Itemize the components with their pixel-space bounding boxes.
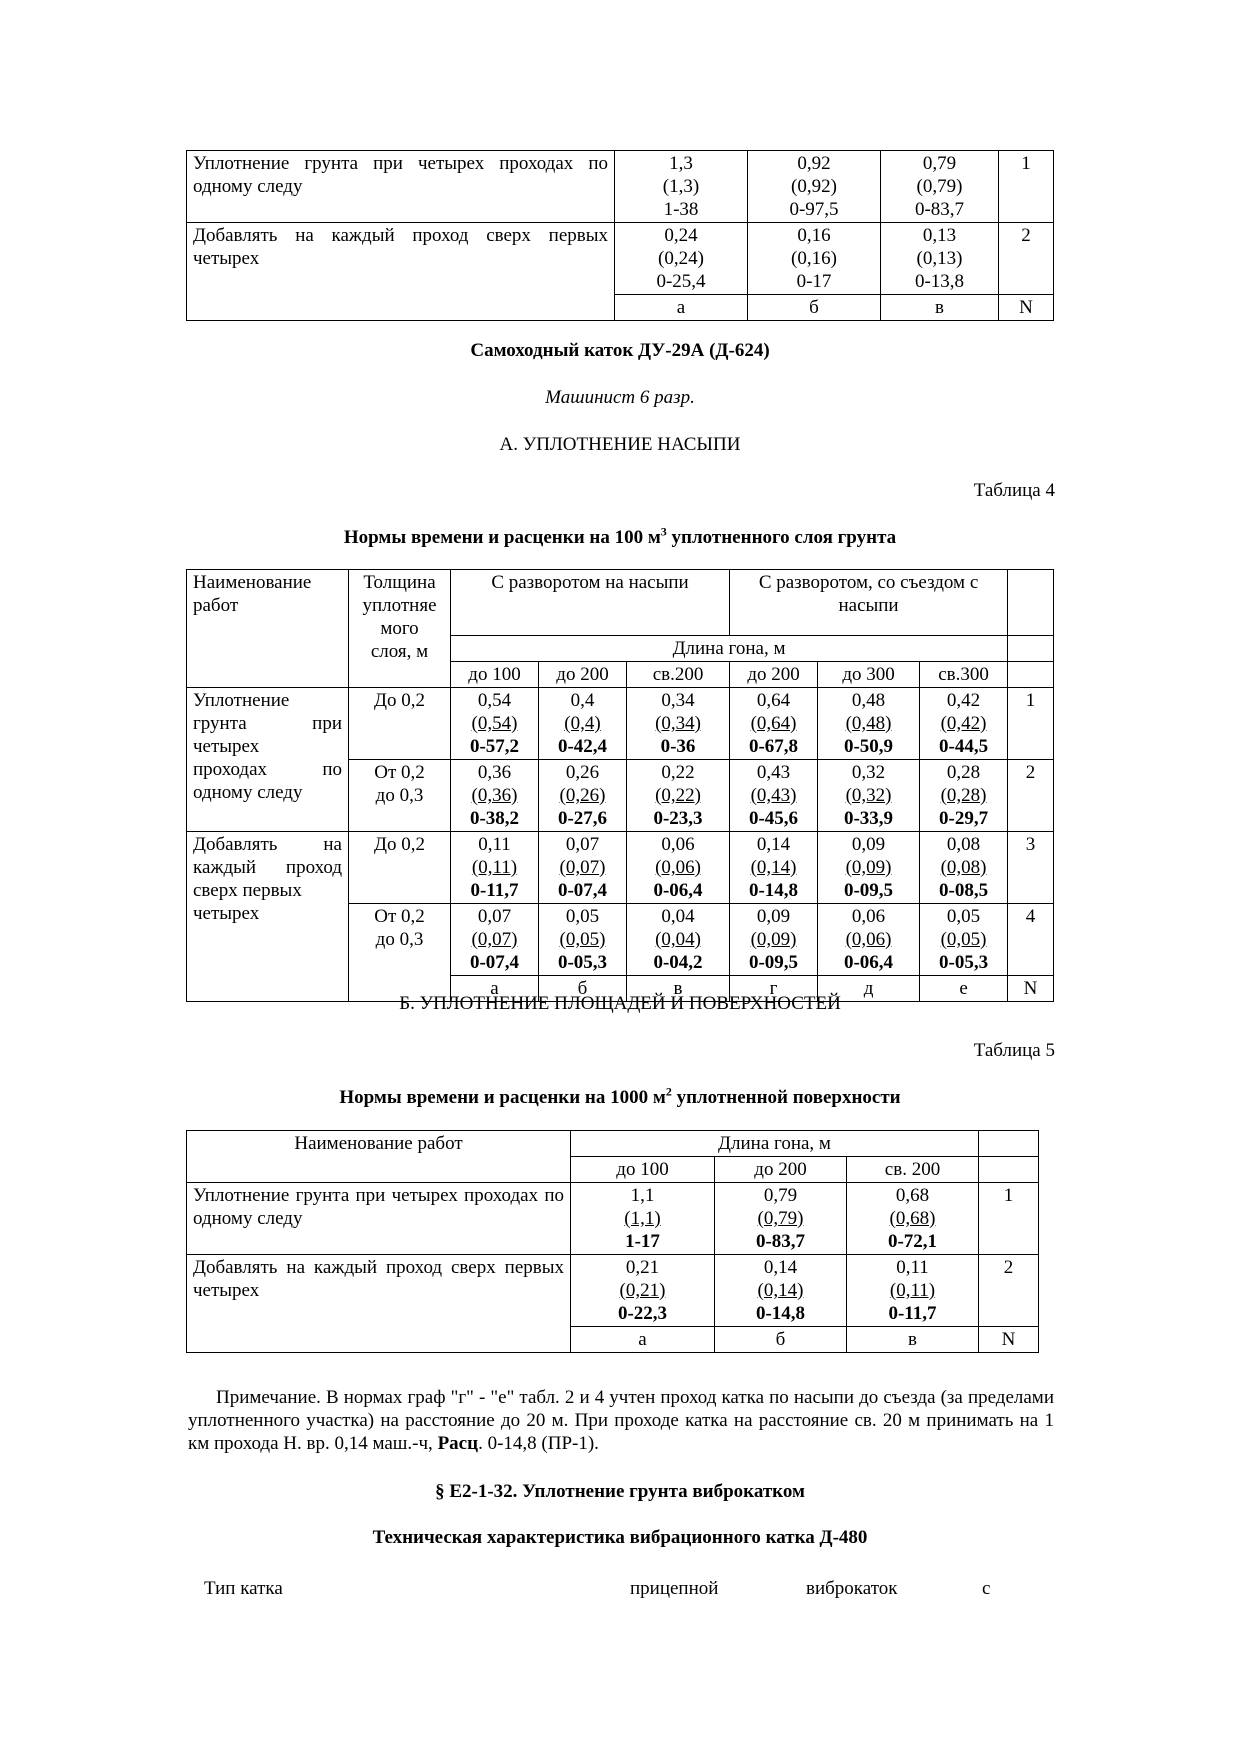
thickness-cell: От 0,2 до 0,3 bbox=[349, 760, 451, 832]
column-header: до 300 bbox=[818, 662, 920, 688]
section-e2-subtitle: Техническая характеристика вибрационного катка Д-480 bbox=[372, 1527, 868, 1548]
work-name-cell: Добавлять на каждый проход сверх первых четырех bbox=[187, 1255, 571, 1353]
value-cell: 0,28 (0,28) 0-29,7 bbox=[920, 760, 1008, 832]
value-cell: 0,06 (0,06) 0-06,4 bbox=[818, 904, 920, 976]
row-number-cell: 4 bbox=[1008, 904, 1054, 976]
row-number-cell: 1 bbox=[999, 151, 1054, 223]
value-cell: 0,09 (0,09) 0-09,5 bbox=[730, 904, 818, 976]
value-cell: 0,05 (0,05) 0-05,3 bbox=[920, 904, 1008, 976]
column-letter: N bbox=[979, 1327, 1039, 1353]
spec-word: прицепной bbox=[630, 1578, 719, 1599]
value-cell: 0,26 (0,26) 0-27,6 bbox=[539, 760, 627, 832]
value-cell: 0,09 (0,09) 0-09,5 bbox=[818, 832, 920, 904]
header-work-name: Наименование работ bbox=[187, 570, 349, 688]
table-row bbox=[187, 1183, 1039, 1255]
value-cell: 0,14 (0,14) 0-14,8 bbox=[715, 1255, 847, 1327]
value-cell: 0,07 (0,07) 0-07,4 bbox=[451, 904, 539, 976]
table-row bbox=[187, 1255, 1039, 1327]
value-cell: 0,08 (0,08) 0-08,5 bbox=[920, 832, 1008, 904]
column-letter: б bbox=[748, 295, 881, 321]
value-cell: 0,04 (0,04) 0-04,2 bbox=[627, 904, 730, 976]
value-cell: 0,22 (0,22) 0-23,3 bbox=[627, 760, 730, 832]
value-cell: 0,54 (0,54) 0-57,2 bbox=[451, 688, 539, 760]
value-cell: 0,79 (0,79) 0-83,7 bbox=[881, 151, 999, 223]
table5-heading: Нормы времени и расценки на 1000 $м^2$ уплотненной поверхности bbox=[339, 1084, 901, 1108]
column-letter: в bbox=[627, 976, 730, 1002]
value-cell: 0,13 (0,13) 0-13,8 bbox=[881, 223, 999, 295]
table4-heading: Нормы времени и расценки на 100 $м^3$ уплотненного слоя грунта bbox=[343, 524, 897, 548]
value-cell: 0,07 (0,07) 0-07,4 bbox=[539, 832, 627, 904]
value-cell: 0,24 (0,24) 0-25,4 bbox=[615, 223, 748, 295]
value-cell: 0,4 (0,4) 0-42,4 bbox=[539, 688, 627, 760]
header-group-exit: С разворотом, со съездом с насыпи bbox=[730, 570, 1008, 636]
header-group-turn: С разворотом на насыпи bbox=[451, 570, 730, 636]
value-cell: 0,11 (0,11) 0-11,7 bbox=[451, 832, 539, 904]
thickness-cell: До 0,2 bbox=[349, 832, 451, 904]
value-cell: 0,34 (0,34) 0-36 bbox=[627, 688, 730, 760]
row-number-cell: 3 bbox=[1008, 832, 1054, 904]
spec-word: виброкаток bbox=[806, 1578, 898, 1599]
part-a-title: А. УПЛОТНЕНИЕ НАСЫПИ bbox=[499, 434, 741, 455]
value-cell: 0,05 (0,05) 0-05,3 bbox=[539, 904, 627, 976]
header-empty bbox=[979, 1131, 1039, 1157]
spec-label: Тип катка bbox=[204, 1578, 283, 1599]
work-name-cell: Добавлять на каждый проход сверх первых четырех bbox=[187, 223, 615, 321]
row-number-cell: 2 bbox=[979, 1255, 1039, 1327]
column-header: до 200 bbox=[539, 662, 627, 688]
table-row bbox=[187, 223, 1054, 295]
column-letter: в bbox=[847, 1327, 979, 1353]
value-cell: 0,68 (0,68) 0-72,1 bbox=[847, 1183, 979, 1255]
header-length: Длина гона, м bbox=[571, 1131, 979, 1157]
value-cell: 0,43 (0,43) 0-45,6 bbox=[730, 760, 818, 832]
value-cell: 0,79 (0,79) 0-83,7 bbox=[715, 1183, 847, 1255]
header-empty bbox=[1008, 662, 1054, 688]
header-empty bbox=[1008, 570, 1054, 636]
work-name-cell: Уплотнение грунта при четырех проходах по одному следу bbox=[187, 151, 615, 223]
column-letter: а bbox=[615, 295, 748, 321]
table4-label: Таблица 4 bbox=[973, 480, 1055, 501]
part-b-title: Б. УПЛОТНЕНИЕ ПЛОЩАДЕЙ И ПОВЕРХНОСТЕЙ bbox=[399, 993, 841, 1014]
value-cell: 0,21 (0,21) 0-22,3 bbox=[571, 1255, 715, 1327]
column-letter: д bbox=[818, 976, 920, 1002]
note-paragraph: Примечание. В нормах граф "г" - "е" табл. 2 и 4 учтен проход катка по насыпи до съезда (за пределами уплотненного участка) на расстояние до 20 м. При проходе катка на расстояние св. 20 м принимать на 1 км прохода Н. вр. 0,14 маш.-ч, Расц. 0-14,8 (ПР-1). bbox=[188, 1387, 1054, 1454]
value-cell: 0,36 (0,36) 0-38,2 bbox=[451, 760, 539, 832]
header-length: Длина гона, м bbox=[451, 636, 1008, 662]
column-header: до 200 bbox=[730, 662, 818, 688]
work-name-cell: Добавлять на каждый проход сверх первых четырех bbox=[187, 832, 349, 1002]
column-letter: а bbox=[451, 976, 539, 1002]
work-name-cell: Уплотнение грунта при четырех проходах по одному следу bbox=[187, 688, 349, 832]
column-letter: б bbox=[715, 1327, 847, 1353]
column-letter: а bbox=[571, 1327, 715, 1353]
header-empty bbox=[1008, 636, 1054, 662]
row-number-cell: 1 bbox=[979, 1183, 1039, 1255]
value-cell: 0,92 (0,92) 0-97,5 bbox=[748, 151, 881, 223]
value-cell: 0,48 (0,48) 0-50,9 bbox=[818, 688, 920, 760]
column-letter: в bbox=[881, 295, 999, 321]
column-header: св. 200 bbox=[847, 1157, 979, 1183]
column-letter: е bbox=[920, 976, 1008, 1002]
value-cell: 1,1 (1,1) 1-17 bbox=[571, 1183, 715, 1255]
value-cell: 0,14 (0,14) 0-14,8 bbox=[730, 832, 818, 904]
value-cell: 0,06 (0,06) 0-06,4 bbox=[627, 832, 730, 904]
value-cell: 0,16 (0,16) 0-17 bbox=[748, 223, 881, 295]
column-header: до 200 bbox=[715, 1157, 847, 1183]
row-number-cell: 1 bbox=[1008, 688, 1054, 760]
spec-word: с bbox=[982, 1578, 991, 1599]
table-row bbox=[187, 688, 1054, 760]
table5 bbox=[186, 1130, 1039, 1353]
worker-grade: Машинист 6 разр. bbox=[545, 387, 695, 408]
row-number-cell: 2 bbox=[999, 223, 1054, 295]
column-letter: N bbox=[1008, 976, 1054, 1002]
roller-title: Самоходный каток ДУ-29А (Д-624) bbox=[470, 340, 770, 361]
value-cell: 0,42 (0,42) 0-44,5 bbox=[920, 688, 1008, 760]
column-letter: г bbox=[730, 976, 818, 1002]
top-norms-table bbox=[186, 150, 1054, 321]
value-cell: 0,11 (0,11) 0-11,7 bbox=[847, 1255, 979, 1327]
header-work-name: Наименование работ bbox=[187, 1131, 571, 1183]
table5-label: Таблица 5 bbox=[973, 1040, 1055, 1061]
column-header: до 100 bbox=[571, 1157, 715, 1183]
value-cell: 0,64 (0,64) 0-67,8 bbox=[730, 688, 818, 760]
header-thickness: Толщина уплотняе мого слоя, м bbox=[349, 570, 451, 688]
value-cell: 1,3 (1,3) 1-38 bbox=[615, 151, 748, 223]
column-header: св.300 bbox=[920, 662, 1008, 688]
table-row bbox=[187, 151, 1054, 223]
section-e2-title: § Е2-1-32. Уплотнение грунта виброкатком bbox=[435, 1481, 805, 1502]
thickness-cell: До 0,2 bbox=[349, 688, 451, 760]
row-number-cell: 2 bbox=[1008, 760, 1054, 832]
column-letter: б bbox=[539, 976, 627, 1002]
column-letter: N bbox=[999, 295, 1054, 321]
table-row bbox=[187, 832, 1054, 904]
table4 bbox=[186, 569, 1054, 1002]
thickness-cell: От 0,2 до 0,3 bbox=[349, 904, 451, 1002]
column-header: св.200 bbox=[627, 662, 730, 688]
column-header: до 100 bbox=[451, 662, 539, 688]
value-cell: 0,32 (0,32) 0-33,9 bbox=[818, 760, 920, 832]
work-name-cell: Уплотнение грунта при четырех проходах по одному следу bbox=[187, 1183, 571, 1255]
header-empty bbox=[979, 1157, 1039, 1183]
